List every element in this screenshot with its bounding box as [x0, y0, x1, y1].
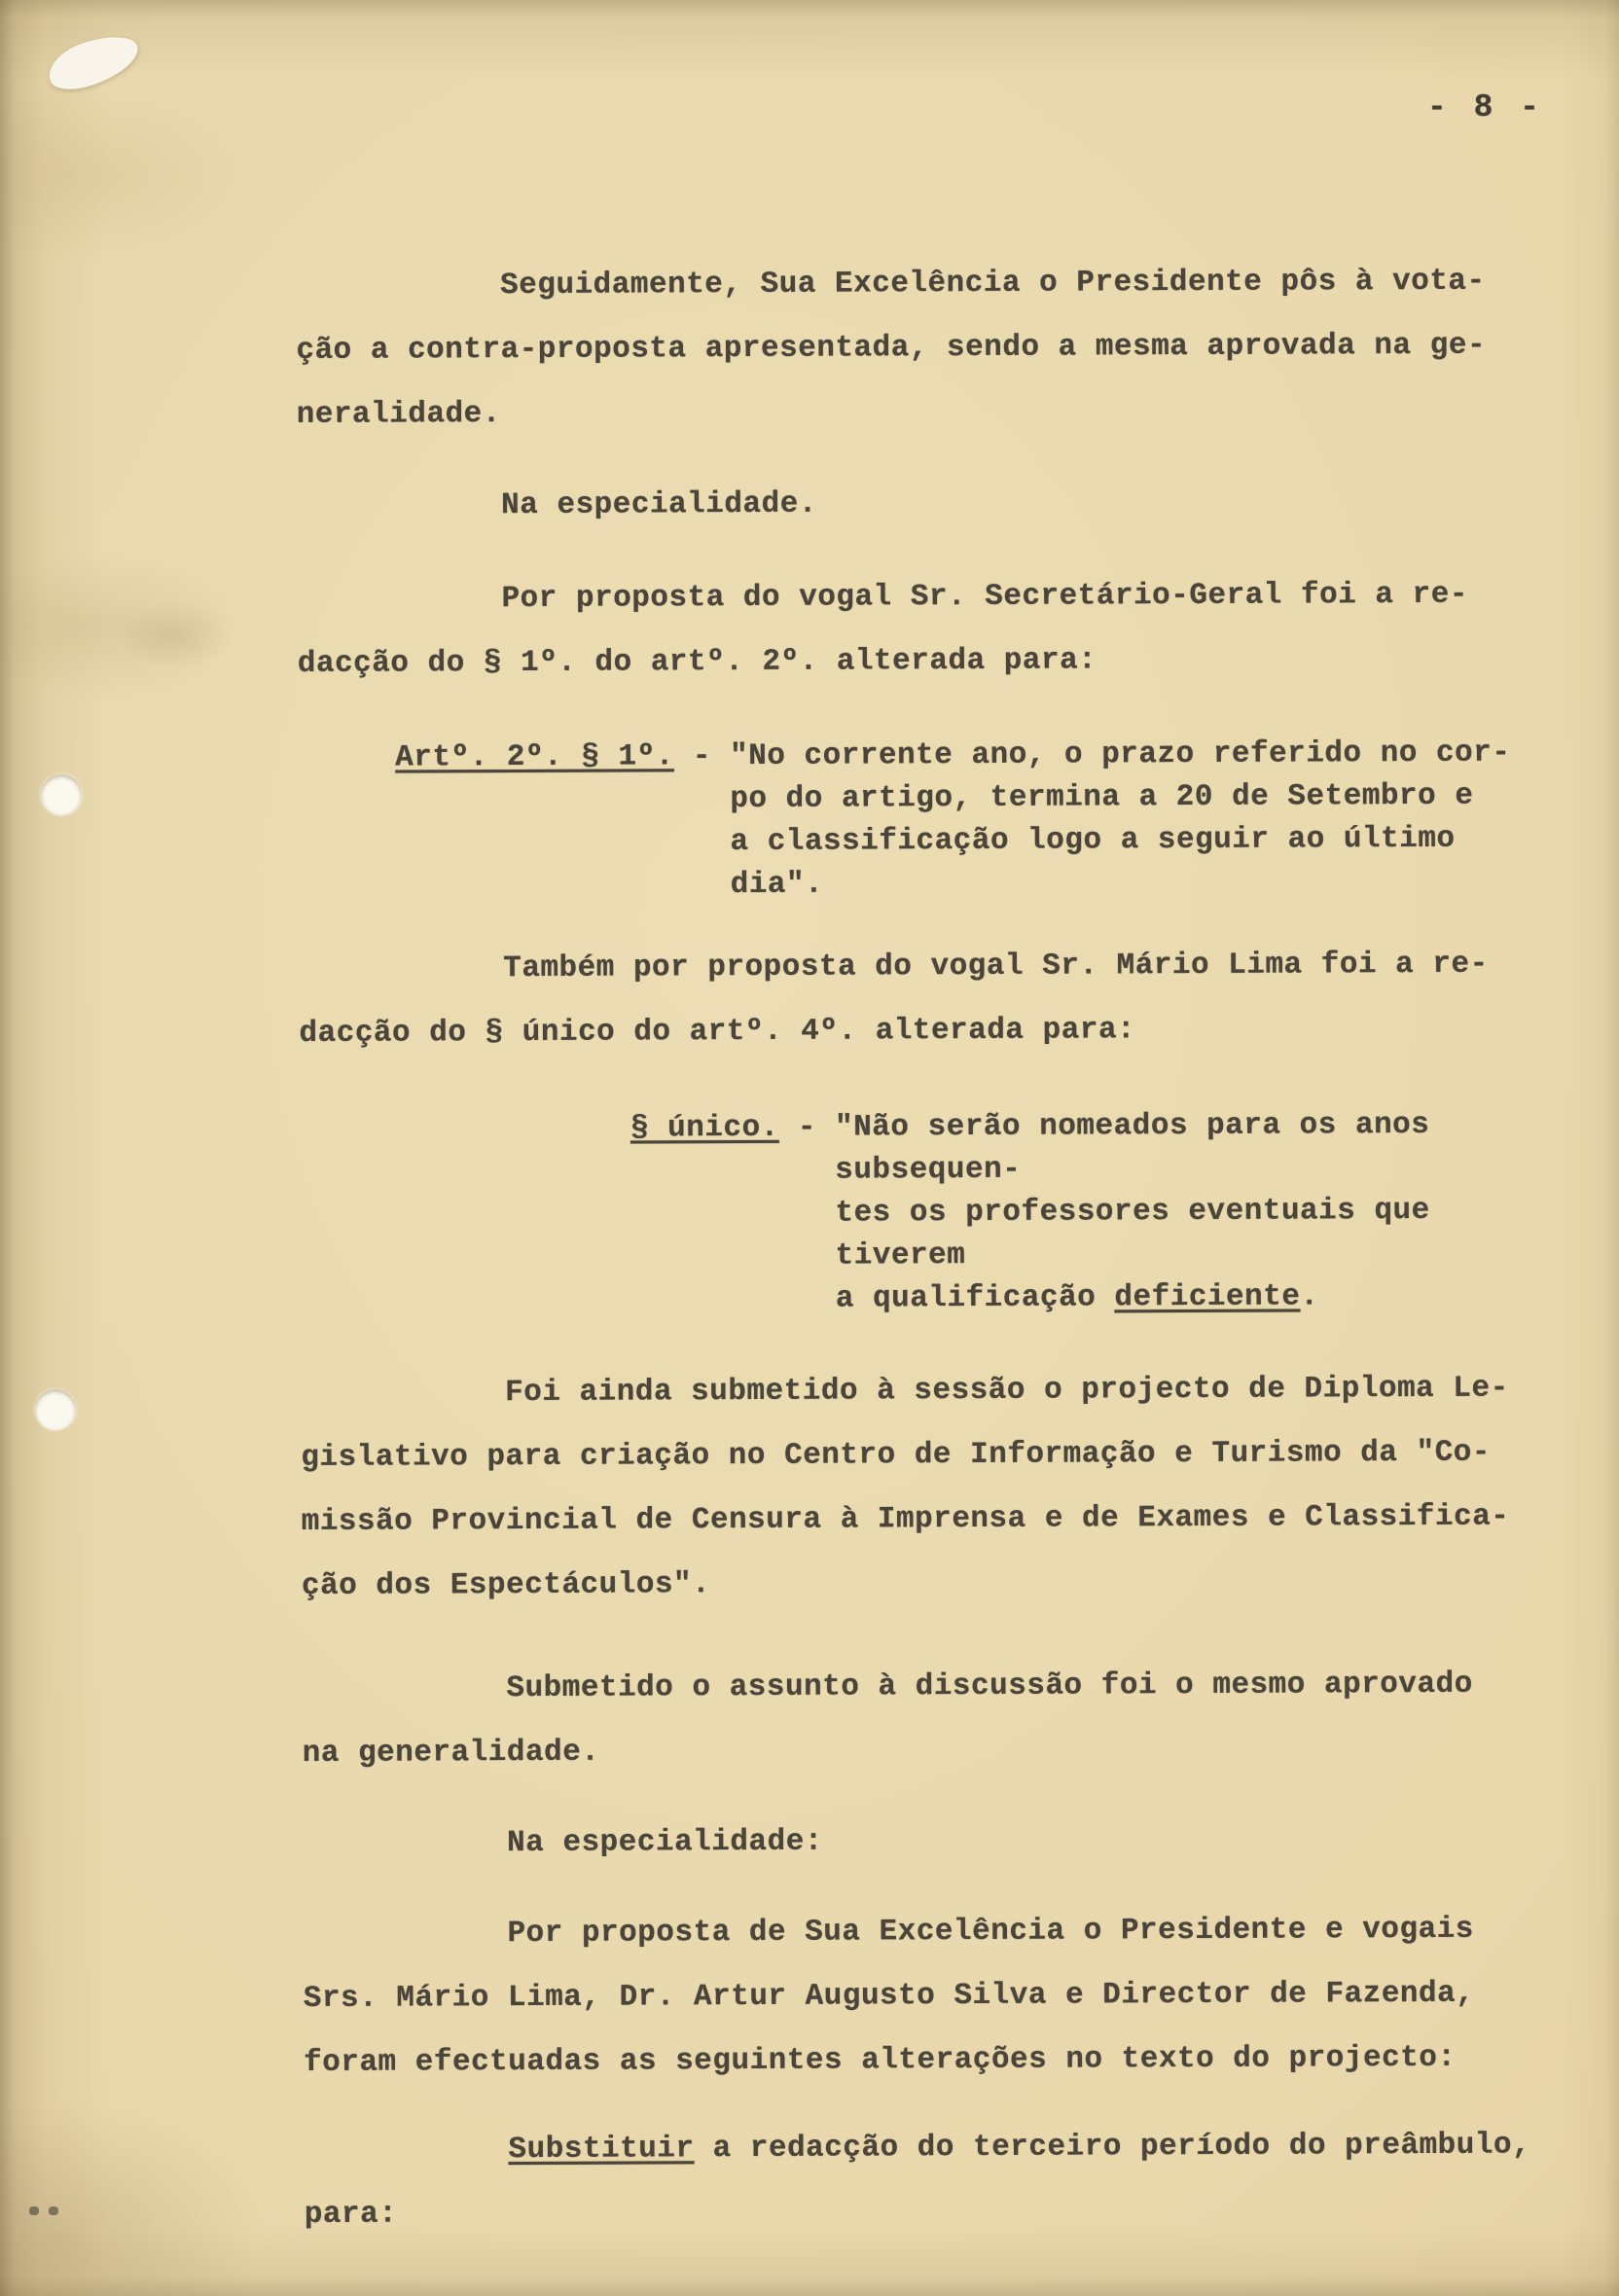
paper-smudge [117, 601, 234, 669]
paragraph-text: a redacção do terceiro período do preâmbulo, para: [304, 2128, 1531, 2232]
punch-hole [41, 774, 82, 815]
document-body [296, 249, 1556, 2247]
punch-hole [35, 1389, 76, 1430]
paragraph-especialidade: Na especialidade. [501, 486, 817, 523]
paragraph-proposta-presidente: Por proposta de Sua Excelência o Presidente e vogais Srs. Mário Lima, Dr. Artur Augusto Silva e Director de Fazenda, foram efectuadas as seguintes alterações no texto do projecto: [303, 1912, 1475, 2080]
paragraph-proposta-secretario: Por proposta do vogal Sr. Secretário-Geral foi a re- dacção do § 1º. do artº. 2º. alterada para: [297, 577, 1468, 681]
amendment-text-part: "Não serão nomeados para os anos subsequen- tes os professores eventuais que tiverem a qualificação [834, 1107, 1430, 1316]
amendment-label: § único. [630, 1110, 779, 1146]
amendment-text-part: . [1300, 1279, 1319, 1314]
paragraph-substituir [304, 2113, 1556, 2247]
stray-marks [29, 2206, 58, 2215]
amendment-article-2 [395, 732, 1550, 908]
underlined-word: Substituir [508, 2132, 695, 2168]
amendment-paragrafo-unico [630, 1103, 1552, 1321]
amendment-dash: - [673, 739, 731, 774]
amendment-dash: - [778, 1110, 836, 1145]
paragraph-aprovado-generalidade: Submetido o assunto à discussão foi o mesmo aprovado na generalidade. [302, 1667, 1473, 1771]
paragraph-vote-general: Seguidamente, Sua Excelência o Presidente pôs à vota- ção a contra-proposta apresentada, sendo a mesma aprovada na ge- neralidade. [296, 264, 1487, 432]
amendment-text [835, 1103, 1552, 1320]
amendment-label: Artº. 2º. § 1º. [395, 739, 674, 775]
paragraph-especialidade-2: Na especialidade: [507, 1824, 823, 1861]
paragraph-proposta-mario-lima: Também por proposta do vogal Sr. Mário Lima foi a re- dacção do § único do artº. 4º. alterada para: [299, 947, 1489, 1051]
paragraph-projecto-diploma: Foi ainda submetido à sessão o projecto de Diploma Le- gislativo para criação no Centro de Informação e Turismo da "Co- missão Provincial de Censura à Imprensa e de Exames e Classifica- ção dos Espectáculos". [301, 1371, 1510, 1603]
page-number: - 8 - [1426, 90, 1543, 126]
amendment-text: "No corrente ano, o prazo referido no cor- po do artigo, termina a 20 de Setembro e a classificação logo a seguir ao último dia". [730, 735, 1511, 903]
torn-corner [43, 27, 145, 97]
underlined-word: deficiente [1114, 1279, 1301, 1315]
